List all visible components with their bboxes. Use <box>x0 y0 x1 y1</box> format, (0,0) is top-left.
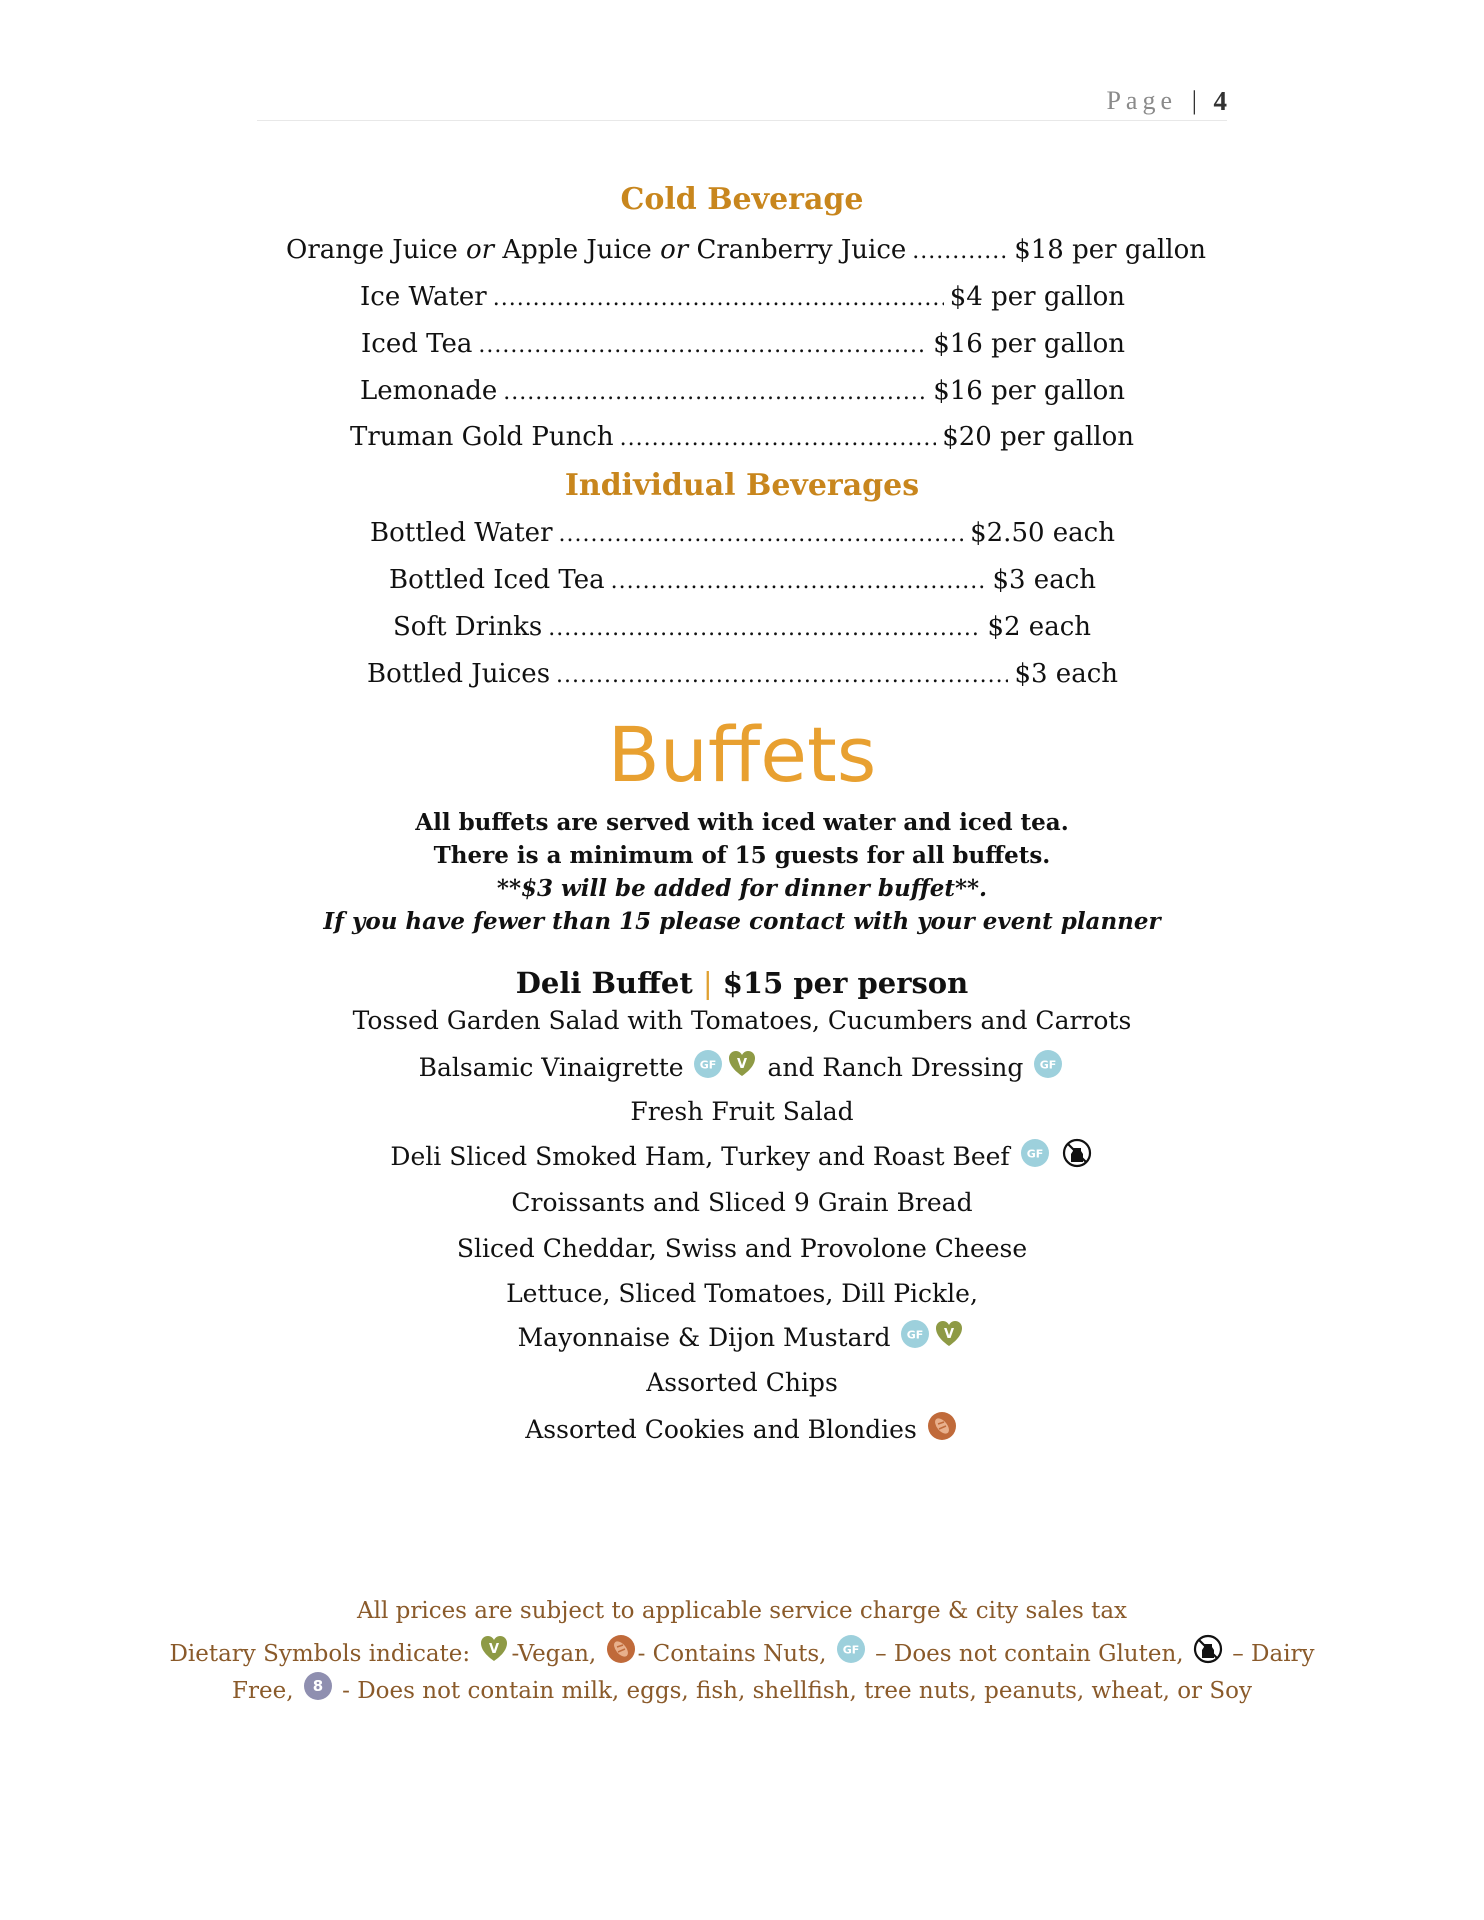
item-name: Iced Tea <box>361 329 473 359</box>
item-price: $3 each <box>1014 659 1118 689</box>
dietary-legend-line2 <box>0 1677 1484 1707</box>
item-name: Lemonade <box>360 376 498 406</box>
buffet-name: Deli Buffet <box>515 966 693 1000</box>
beverage-row-punch <box>350 422 1134 452</box>
vegan-icon <box>479 1634 509 1664</box>
beverage-row-bottled-iced-tea <box>389 565 1096 595</box>
vegan-icon <box>727 1049 757 1079</box>
menu-item-cheese: Sliced Cheddar, Swiss and Provolone Cheese <box>456 1234 1028 1263</box>
beverage-row-soft-drinks <box>393 612 1091 642</box>
legend-vegan: -Vegan, <box>511 1641 597 1667</box>
item-name: Bottled Water <box>370 518 553 548</box>
beverage-row-bottled-juices <box>367 659 1118 689</box>
gf-icon <box>693 1049 723 1079</box>
page-separator: | <box>1191 86 1197 115</box>
menu-item-cookies <box>0 1415 1484 1447</box>
dairy-free-icon <box>1193 1634 1223 1664</box>
gf-icon <box>900 1319 930 1349</box>
legend-prefix: Dietary Symbols indicate: <box>169 1641 471 1667</box>
gf-icon <box>1020 1138 1050 1168</box>
menu-item-toppings: Lettuce, Sliced Tomatoes, Dill Pickle, <box>506 1279 978 1308</box>
dot-leader <box>556 663 1008 688</box>
item-price: $2.50 each <box>970 518 1115 548</box>
item-name: Bottled Iced Tea <box>389 565 605 595</box>
dot-leader <box>548 616 981 641</box>
buffet-note: All buffets are served with iced water and iced tea. <box>415 809 1069 836</box>
menu-item-text: Assorted Cookies and Blondies <box>525 1415 917 1444</box>
item-price: $3 each <box>992 565 1096 595</box>
svg-text:V: V <box>944 1326 955 1342</box>
gf-icon <box>1033 1049 1063 1079</box>
dot-leader <box>503 380 927 405</box>
svg-text:GF: GF <box>907 1328 924 1341</box>
menu-item-meats <box>0 1142 1484 1174</box>
dot-leader <box>478 333 927 358</box>
legend-allergen: - Does not contain milk, eggs, fish, shellfish, tree nuts, peanuts, wheat, or Soy <box>342 1678 1252 1704</box>
menu-item-condiments <box>0 1323 1484 1355</box>
nuts-icon <box>606 1634 636 1664</box>
legend-nuts: - Contains Nuts, <box>637 1641 827 1667</box>
beverage-row-juice <box>286 235 1206 265</box>
buffet-note: There is a minimum of 15 guests for all buffets. <box>433 842 1051 869</box>
dot-leader <box>611 569 987 594</box>
item-name: Bottled Juices <box>367 659 551 689</box>
svg-text:GF: GF <box>700 1058 717 1071</box>
page-header <box>257 82 1227 121</box>
menu-item-fruit: Fresh Fruit Salad <box>630 1097 854 1126</box>
deli-buffet-title <box>0 966 1484 1000</box>
svg-text:8: 8 <box>312 1677 324 1695</box>
svg-text:V: V <box>737 1056 748 1072</box>
tax-note: All prices are subject to applicable service charge & city sales tax <box>356 1598 1128 1624</box>
item-price: $16 per gallon <box>933 376 1125 406</box>
dietary-legend-line1 <box>0 1640 1484 1670</box>
menu-item-salad: Tossed Garden Salad with Tomatoes, Cucumbers and Carrots <box>352 1006 1132 1035</box>
menu-item-dressings <box>0 1053 1484 1085</box>
vegan-icon <box>934 1319 964 1349</box>
menu-item-text: and Ranch Dressing <box>767 1053 1024 1082</box>
item-price: $2 each <box>987 612 1091 642</box>
buffets-title: Buffets <box>607 710 877 799</box>
page-number: 4 <box>1213 86 1227 116</box>
beverage-row-iced-tea <box>361 329 1125 359</box>
buffet-separator: | <box>702 966 713 1000</box>
buffet-price: $15 per person <box>722 966 969 1000</box>
menu-item-chips: Assorted Chips <box>646 1368 838 1397</box>
svg-text:GF: GF <box>842 1643 860 1657</box>
legend-dairy-cont: Free, <box>232 1678 294 1704</box>
item-price: $18 per gallon <box>1014 235 1206 265</box>
buffet-notes <box>0 806 1484 938</box>
item-price: $20 per gallon <box>942 422 1134 452</box>
cold-beverage-title: Cold Beverage <box>620 182 864 217</box>
menu-item-text: Mayonnaise & Dijon Mustard <box>517 1323 891 1352</box>
dot-leader <box>559 522 965 547</box>
beverage-row-lemonade <box>360 376 1125 406</box>
gf-icon <box>836 1634 866 1664</box>
page-label: Page <box>1106 86 1177 115</box>
dot-leader <box>620 426 937 451</box>
legend-dairy: – Dairy <box>1232 1641 1315 1667</box>
svg-text:V: V <box>489 1642 500 1657</box>
item-name: Ice Water <box>360 282 487 312</box>
menu-item-text: Deli Sliced Smoked Ham, Turkey and Roast Beef <box>390 1142 1010 1171</box>
item-name: Orange Juice or Apple Juice or Cranberry Juice <box>286 235 907 265</box>
buffet-note: If you have fewer than 15 please contact with your event planner <box>323 908 1161 935</box>
dot-leader <box>493 286 944 311</box>
menu-item-bread: Croissants and Sliced 9 Grain Bread <box>511 1188 973 1217</box>
menu-item-text: Balsamic Vinaigrette <box>418 1053 684 1082</box>
dot-leader <box>912 239 1008 264</box>
dairy-free-icon <box>1062 1138 1092 1168</box>
legend-gf: – Does not contain Gluten, <box>875 1641 1184 1667</box>
beverage-row-bottled-water <box>370 518 1115 548</box>
individual-beverages-title: Individual Beverages <box>564 468 920 503</box>
nuts-icon <box>927 1411 957 1441</box>
buffet-note: **$3 will be added for dinner buffet**. <box>496 875 988 902</box>
svg-text:GF: GF <box>1040 1058 1057 1071</box>
allergen-free-icon <box>303 1671 333 1701</box>
item-name: Soft Drinks <box>393 612 543 642</box>
svg-text:GF: GF <box>1026 1147 1043 1160</box>
item-price: $16 per gallon <box>933 329 1125 359</box>
beverage-row-ice-water <box>360 282 1125 312</box>
item-name: Truman Gold Punch <box>350 422 614 452</box>
item-price: $4 per gallon <box>949 282 1125 312</box>
